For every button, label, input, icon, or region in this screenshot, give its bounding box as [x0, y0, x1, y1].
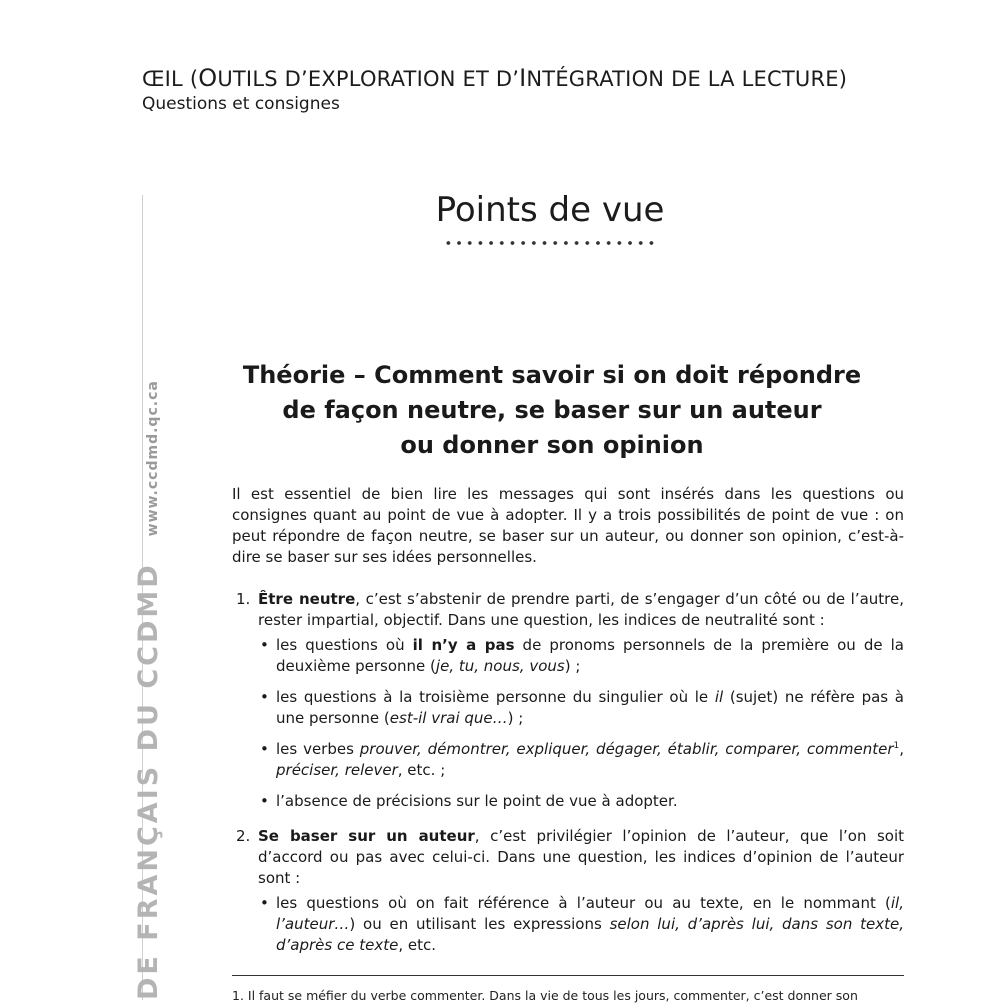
bullet-icon: • — [260, 792, 269, 810]
viewpoint-list — [232, 589, 904, 956]
list-item: • l’absence de précisions sur le point de vue à adopter. — [260, 792, 678, 810]
list-item: • les verbes prouver, démontrer, expliquer, dégager, établir, comparer, commenter$^1$, préciser, relever, etc. ; — [260, 740, 905, 779]
footnote: 1. Il faut se méfier du verbe commenter. Dans la vie de tous les jours, commenter, c’est donner son — [232, 988, 858, 1003]
side-url[interactable]: www.ccdmd.qc.ca — [145, 380, 161, 537]
series-subtitle: Questions et consignes — [142, 94, 340, 114]
main-content — [232, 484, 904, 966]
footnote-divider — [232, 975, 904, 976]
side-branding — [133, 380, 164, 1000]
document-header — [142, 64, 847, 114]
section-title: Points de vue — [435, 190, 665, 230]
intro-paragraph: Il est essentiel de bien lire les messages qui sont insérés dans les questions ou consignes quant au point de vue à adopter. Il y a trois possibilités de point de vue : on peut répondre de façon neutre, se baser sur un auteur, ou donner son opinion, c’est-à-dire se baser sur ses idées personnelles. — [232, 485, 904, 566]
list-item: • les questions à la troisième personne du singulier où le il (sujet) ne réfère pas à une personne (est-il vrai que…) ; — [260, 688, 905, 727]
bullet-icon: • — [260, 688, 269, 706]
side-brand: DE FRANÇAIS DU CCDMD — [133, 562, 164, 1000]
list-item: 2. Se baser sur un auteur, c’est privilégier l’opinion de l’auteur, que l’on soit d’accord ou pas avec celui-ci. Dans une question, les indices d’opinion de l’auteur sont : • les questions où on fait référence à l’auteur ou au texte, en le nommant (il, l’auteur…) ou en utilisant les expressions selon lui, d’après lui, dans son texte, d’après ce texte, etc. — [236, 827, 905, 954]
sub-list — [258, 635, 904, 812]
dotted-underline — [443, 240, 657, 246]
bullet-icon: • — [260, 740, 269, 758]
series-title: ŒIL (OUTILS D’EXPLORATION ET D’INTÉGRATION DE LA LECTURE) — [142, 64, 848, 92]
sub-list — [258, 893, 904, 956]
bullet-icon: • — [260, 636, 269, 654]
list-item: • les questions où on fait référence à l’auteur ou au texte, en le nommant (il, l’auteur…) ou en utilisant les expressions selon lui, d’après lui, dans son texte, d’après ce texte, etc. — [260, 894, 904, 954]
list-item: 1. Être neutre, c’est s’abstenir de prendre parti, de s’engager d’un côté ou de l’autre, rester impartial, objectif. Dans une question, les indices de neutralité sont : • les questions où il n’y a pas de pronoms personnels de la première ou de la deuxième personne (je, tu, nous, vous) ; • les questions à la troisième personne du singulier où le il (sujet) ne réfère pas à une personne (est-il vrai que…) ; • les verbes prouver, démontrer, expliquer, dégager, établir, comparer, commenter$^1$, préciser, relever, etc. ; • l’absence de précisions sur le point de vue à adopter. — [236, 590, 905, 810]
bullet-icon: • — [260, 894, 269, 912]
theory-heading: Théorie – Comment savoir si on doit répondre de façon neutre, se baser sur un auteur ou donner son opinion — [242, 361, 862, 459]
footnote-ref[interactable]: 1 — [893, 741, 900, 751]
list-item: • les questions où il n’y a pas de pronoms personnels de la première ou de la deuxième personne (je, tu, nous, vous) ; — [260, 636, 904, 675]
